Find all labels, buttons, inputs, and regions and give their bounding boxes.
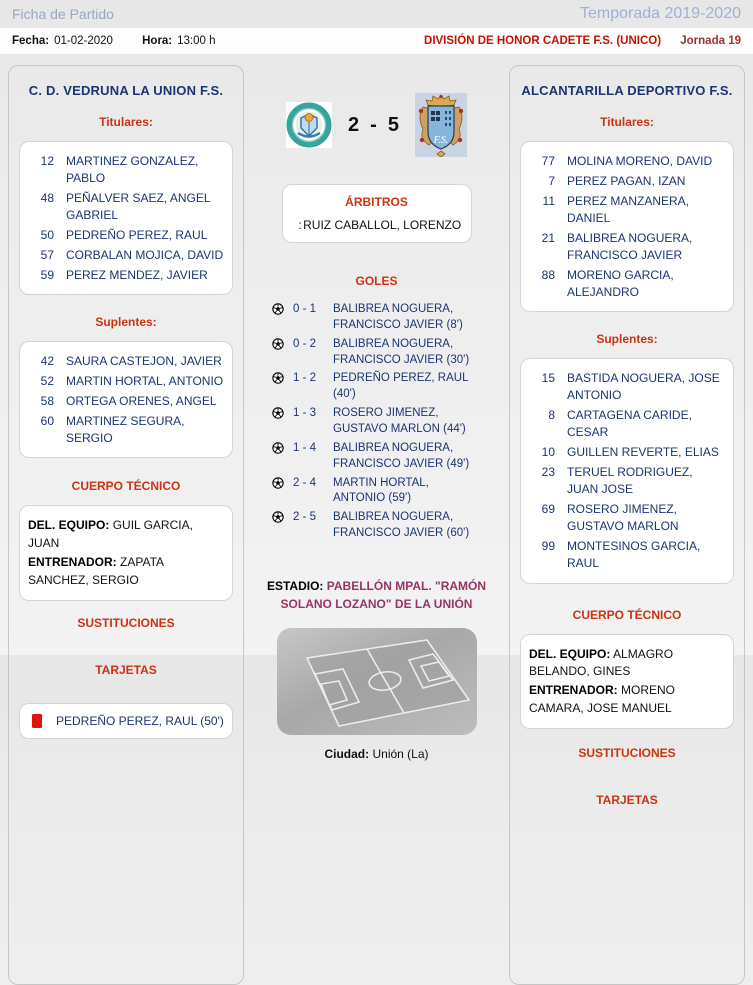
away-titulares-box — [520, 141, 734, 312]
player-name: PEREZ MANZANERA, DANIEL — [567, 193, 690, 225]
staff-role-label: DEL. EQUIPO: — [529, 646, 611, 661]
ciudad-label: Ciudad: — [324, 747, 370, 762]
player-number: 88 — [541, 267, 555, 282]
player-row — [529, 151, 725, 171]
player-row — [529, 442, 725, 462]
goles-list — [248, 302, 505, 542]
top-header-bar — [0, 0, 753, 28]
staff-role-label: DEL. EQUIPO: — [28, 518, 110, 533]
away-sustituciones-heading: SUSTITUCIONES — [578, 746, 676, 761]
home-team-logo — [286, 102, 332, 148]
goal-score: 1 - 2 — [293, 372, 317, 385]
match-info-bar — [0, 28, 753, 54]
season-label: Temporada 2019-2020 — [579, 5, 741, 22]
player-number: 60 — [40, 413, 54, 428]
home-cuerpo-tecnico-box — [19, 505, 233, 601]
away-team-name: ALCANTARILLA DEPORTIVO F.S. — [521, 83, 733, 98]
goal-score: 0 - 2 — [293, 337, 317, 350]
player-number: 12 — [40, 153, 54, 168]
player-name: PEREZ PAGAN, IZAN — [567, 173, 686, 188]
player-row — [529, 191, 725, 228]
estadio-label: ESTADIO: — [266, 579, 324, 594]
player-number: 10 — [541, 444, 555, 459]
home-suplentes-heading: Suplentes: — [95, 315, 157, 330]
soccer-ball-icon — [272, 303, 284, 315]
staff-line — [529, 646, 725, 681]
goal-scorer: BALIBREA NOGUERA, FRANCISCO JAVIER (49') — [333, 441, 470, 470]
player-row — [28, 391, 224, 411]
player-row — [529, 405, 725, 442]
goal-score: 2 - 4 — [293, 476, 317, 489]
player-name: MORENO GARCIA, ALEJANDRO — [567, 267, 674, 299]
ciudad-name: Unión (La) — [372, 747, 429, 762]
player-number: 58 — [40, 393, 54, 408]
soccer-ball-icon — [272, 338, 284, 350]
goal-row — [272, 510, 479, 542]
player-row — [529, 537, 725, 574]
player-row — [529, 368, 725, 405]
goal-row — [272, 337, 479, 369]
away-team-panel — [509, 65, 745, 985]
goal-scorer: PEDREÑO PEREZ, RAUL (40') — [333, 372, 469, 401]
home-tarjetas-heading: TARJETAS — [95, 662, 157, 677]
player-number: 50 — [40, 227, 54, 242]
date-time-info — [12, 35, 242, 47]
hora-value: 13:00 h — [177, 35, 216, 47]
away-cuerpo-tecnico-heading: CUERPO TÉCNICO — [572, 607, 682, 622]
home-suplentes-box — [19, 341, 233, 458]
staff-role-label: ENTRENADOR: — [28, 555, 117, 570]
home-score: 2 — [348, 113, 360, 136]
player-number: 99 — [541, 539, 555, 554]
main-content — [0, 65, 753, 985]
goal-row — [272, 476, 479, 508]
goal-row — [272, 406, 479, 438]
away-team-logo — [415, 93, 467, 157]
player-number: 52 — [40, 373, 54, 388]
goal-scorer: MARTIN HORTAL, ANTONIO (59') — [333, 476, 429, 505]
player-name: ORTEGA ORENES, ANGEL — [66, 393, 217, 408]
player-name: SAURA CASTEJON, JAVIER — [66, 353, 222, 368]
goal-scorer: BALIBREA NOGUERA, FRANCISCO JAVIER (8') — [333, 303, 463, 331]
home-team-panel — [8, 65, 244, 985]
staff-line — [28, 517, 224, 552]
player-number: 57 — [40, 247, 54, 262]
player-row — [529, 265, 725, 302]
hora-label: Hora: — [142, 35, 173, 47]
player-name: PEÑALVER SAEZ, ANGEL GABRIEL — [66, 190, 211, 222]
center-panel — [244, 65, 509, 761]
player-name: PEDREÑO PEREZ, RAUL — [66, 227, 208, 242]
soccer-ball-icon — [272, 477, 284, 489]
staff-name: ALMAGRO BELANDO, GINES — [529, 646, 674, 678]
home-tarjetas-list — [9, 703, 243, 739]
player-name: MONTESINOS GARCIA, RAUL — [567, 539, 701, 571]
player-number: 7 — [548, 173, 555, 188]
jornada-label: Jornada 19 — [680, 35, 741, 47]
home-team-name: C. D. VEDRUNA LA UNION F.S. — [28, 83, 224, 98]
carded-player-name: PEDREÑO PEREZ, RAUL (50') — [56, 713, 224, 728]
player-name: ROSERO JIMENEZ, GUSTAVO MARLON — [567, 501, 679, 533]
player-number: 21 — [541, 230, 555, 245]
arbitro-prefix: : — [298, 218, 302, 232]
staff-name: ZAPATA SANCHEZ, SERGIO — [28, 555, 164, 587]
away-suplentes-heading: Suplentes: — [596, 332, 658, 347]
soccer-ball-icon — [272, 442, 284, 454]
player-number: 69 — [541, 501, 555, 516]
arbitros-box — [282, 184, 472, 243]
division-label: DIVISIÓN DE HONOR CADETE F.S. (UNICO) — [424, 35, 662, 47]
away-cuerpo-tecnico-box — [520, 634, 734, 730]
away-score: 5 — [387, 113, 399, 136]
goal-scorer: BALIBREA NOGUERA, FRANCISCO JAVIER (60') — [333, 511, 470, 540]
goal-row — [272, 441, 479, 473]
player-name: MARTINEZ SEGURA, SERGIO — [66, 413, 185, 445]
soccer-ball-icon — [272, 511, 284, 523]
player-row — [28, 265, 224, 285]
player-number: 42 — [40, 353, 54, 368]
goal-score: 0 - 1 — [293, 303, 317, 315]
player-number: 8 — [548, 407, 555, 422]
home-titulares-heading: Titulares: — [99, 115, 153, 129]
goal-score: 2 - 5 — [293, 511, 317, 524]
player-name: MARTINEZ GONZALEZ, PABLO — [66, 153, 199, 185]
goal-score: 1 - 3 — [293, 407, 317, 420]
player-name: PEREZ MENDEZ, JAVIER — [66, 267, 208, 282]
staff-line — [529, 682, 725, 717]
player-row — [28, 411, 224, 448]
player-row — [529, 171, 725, 191]
player-row — [529, 499, 725, 536]
arbitro-name: RUIZ CABALLOL, LORENZO — [303, 218, 462, 232]
player-number: 23 — [541, 464, 555, 479]
player-number: 48 — [40, 190, 54, 205]
home-cuerpo-tecnico-heading: CUERPO TÉCNICO — [71, 479, 181, 494]
goal-score: 1 - 4 — [293, 441, 317, 454]
player-number: 77 — [541, 153, 555, 168]
home-sustituciones-heading: SUSTITUCIONES — [77, 615, 175, 630]
player-row — [28, 371, 224, 391]
competition-info — [424, 35, 741, 47]
player-name: CORBALAN MOJICA, DAVID — [66, 247, 224, 262]
player-name: BALIBREA NOGUERA, FRANCISCO JAVIER — [567, 230, 693, 262]
player-name: TERUEL RODRIGUEZ, JUAN JOSE — [567, 464, 693, 496]
soccer-ball-icon — [272, 407, 284, 419]
page-title: Ficha de Partido — [12, 6, 114, 22]
arbitros-heading: ÁRBITROS — [345, 195, 408, 209]
stadium-photo — [277, 628, 477, 735]
player-name: MARTIN HORTAL, ANTONIO — [66, 373, 224, 388]
staff-line — [28, 554, 224, 589]
player-row — [28, 225, 224, 245]
estadio-name: PABELLÓN MPAL. "RAMÓN SOLANO LOZANO" DE LA UNIÓN — [280, 579, 487, 612]
player-row — [529, 462, 725, 499]
soccer-ball-icon — [272, 372, 284, 384]
away-suplentes-box — [520, 358, 734, 583]
player-row — [28, 188, 224, 225]
fecha-value: 01-02-2020 — [54, 35, 113, 47]
home-titulares-box — [19, 141, 233, 295]
goal-row — [272, 302, 479, 334]
fecha-label: Fecha: — [12, 35, 50, 47]
goal-scorer: BALIBREA NOGUERA, FRANCISCO JAVIER (30') — [333, 337, 470, 366]
staff-name: MORENO CAMARA, JOSE MANUEL — [529, 683, 676, 715]
goal-scorer: ROSERO JIMENEZ, GUSTAVO MARLON (44') — [333, 407, 466, 436]
staff-name: GUIL GARCIA, JUAN — [28, 518, 193, 550]
player-row — [28, 245, 224, 265]
player-number: 15 — [541, 370, 555, 385]
player-number: 59 — [40, 267, 54, 282]
estadio-block — [265, 577, 489, 613]
score-separator: - — [370, 113, 377, 136]
svg-text:F.S.: F.S. — [433, 135, 449, 146]
player-row — [529, 228, 725, 265]
player-row — [28, 351, 224, 371]
away-tarjetas-heading: TARJETAS — [596, 793, 658, 808]
red-card-icon — [32, 714, 42, 728]
player-name: MOLINA MORENO, DAVID — [567, 153, 713, 168]
player-row — [28, 151, 224, 188]
match-score — [348, 114, 399, 137]
player-number: 11 — [542, 193, 555, 208]
card-row — [19, 703, 233, 739]
city-block — [248, 747, 505, 761]
futsal-field-image — [277, 628, 477, 735]
player-name: CARTAGENA CARIDE, CESAR — [567, 407, 692, 439]
score-row — [248, 93, 505, 157]
goles-heading: GOLES — [355, 274, 398, 288]
goal-row — [272, 371, 479, 403]
player-name: BASTIDA NOGUERA, JOSE ANTONIO — [567, 370, 720, 402]
player-name: GUILLEN REVERTE, ELIAS — [567, 444, 719, 459]
arbitro-row — [291, 218, 463, 232]
staff-role-label: ENTRENADOR: — [529, 683, 618, 698]
away-titulares-heading: Titulares: — [600, 115, 654, 129]
